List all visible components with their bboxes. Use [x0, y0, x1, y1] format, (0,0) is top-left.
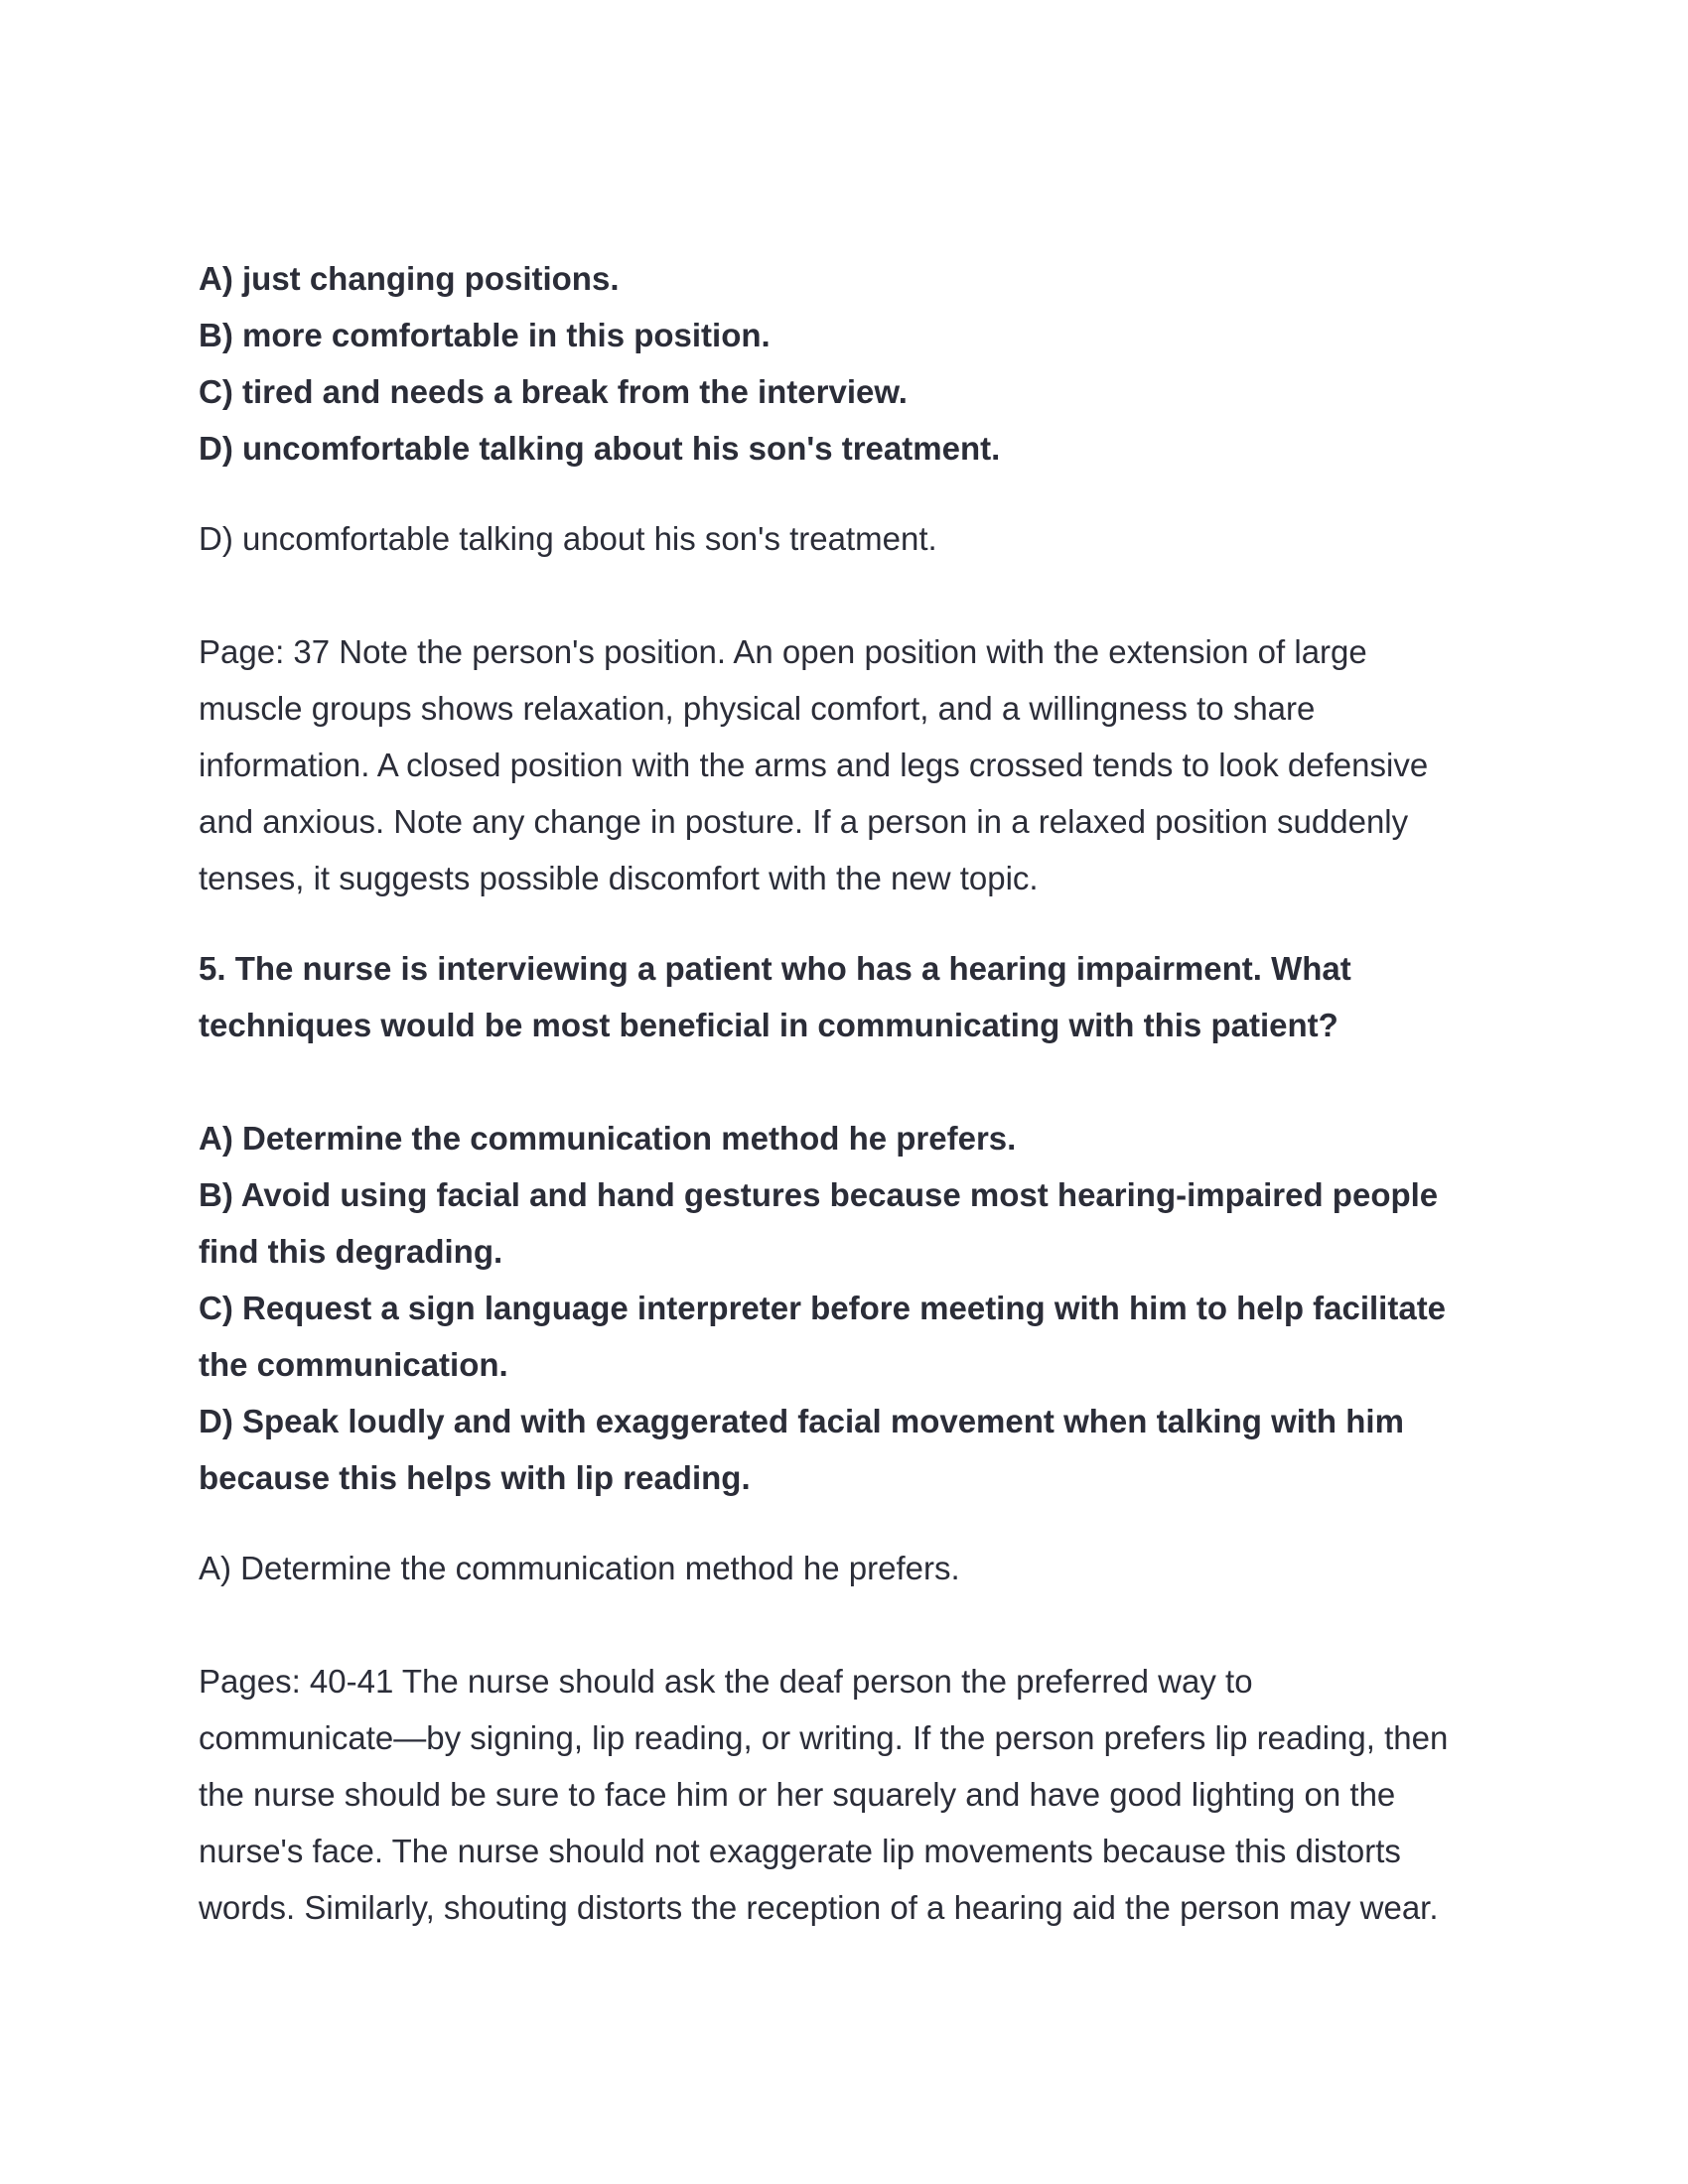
- rationale-line: words. Similarly, shouting distorts the reception of a hearing aid the person may wear.: [199, 1889, 1439, 1926]
- option-a: A) just changing positions.: [199, 260, 620, 297]
- rationale-line: Pages: 40-41 The nurse should ask the deaf person the preferred way to: [199, 1663, 1253, 1700]
- rationale-5: [199, 1653, 1489, 1936]
- rationale-line: communicate—by signing, lip reading, or writing. If the person prefers lip reading, then: [199, 1719, 1449, 1756]
- rationale-line: information. A closed position with the arms and legs crossed tends to look defensive: [199, 747, 1429, 783]
- question-line: 5. The nurse is interviewing a patient who has a hearing impairment. What: [199, 950, 1351, 987]
- option-c-continued: the communication.: [199, 1346, 508, 1383]
- option-c: C) tired and needs a break from the interview.: [199, 373, 908, 410]
- answer-options-block-1: [199, 250, 1489, 477]
- question-5: [199, 940, 1489, 1053]
- document-page: [199, 250, 1489, 1936]
- correct-answer-5: A) Determine the communication method he prefers.: [199, 1550, 960, 1586]
- rationale-line: Page: 37 Note the person's position. An open position with the extension of large: [199, 633, 1367, 670]
- rationale-1: [199, 623, 1489, 906]
- rationale-line: nurse's face. The nurse should not exaggerate lip movements because this distorts: [199, 1833, 1401, 1869]
- option-d: D) uncomfortable talking about his son's treatment.: [199, 430, 1001, 467]
- rationale-line: the nurse should be sure to face him or her squarely and have good lighting on the: [199, 1776, 1396, 1813]
- rationale-line: muscle groups shows relaxation, physical comfort, and a willingness to share: [199, 690, 1316, 727]
- option-b: B) more comfortable in this position.: [199, 317, 771, 353]
- option-b: B) Avoid using facial and hand gestures because most hearing-impaired people: [199, 1176, 1439, 1213]
- rationale-line: tenses, it suggests possible discomfort with the new topic.: [199, 860, 1039, 896]
- option-b-continued: find this degrading.: [199, 1233, 503, 1270]
- rationale-line: and anxious. Note any change in posture. If a person in a relaxed position suddenly: [199, 803, 1409, 840]
- correct-answer-1: D) uncomfortable talking about his son's treatment.: [199, 520, 937, 557]
- option-c: C) Request a sign language interpreter before meeting with him to help facilitate: [199, 1290, 1447, 1326]
- answer-options-question-5: [199, 1110, 1489, 1506]
- question-line: techniques would be most beneficial in communicating with this patient?: [199, 1007, 1338, 1043]
- option-d-continued: because this helps with lip reading.: [199, 1459, 751, 1496]
- option-a: A) Determine the communication method he prefers.: [199, 1120, 1017, 1157]
- option-d: D) Speak loudly and with exaggerated facial movement when talking with him: [199, 1403, 1404, 1439]
